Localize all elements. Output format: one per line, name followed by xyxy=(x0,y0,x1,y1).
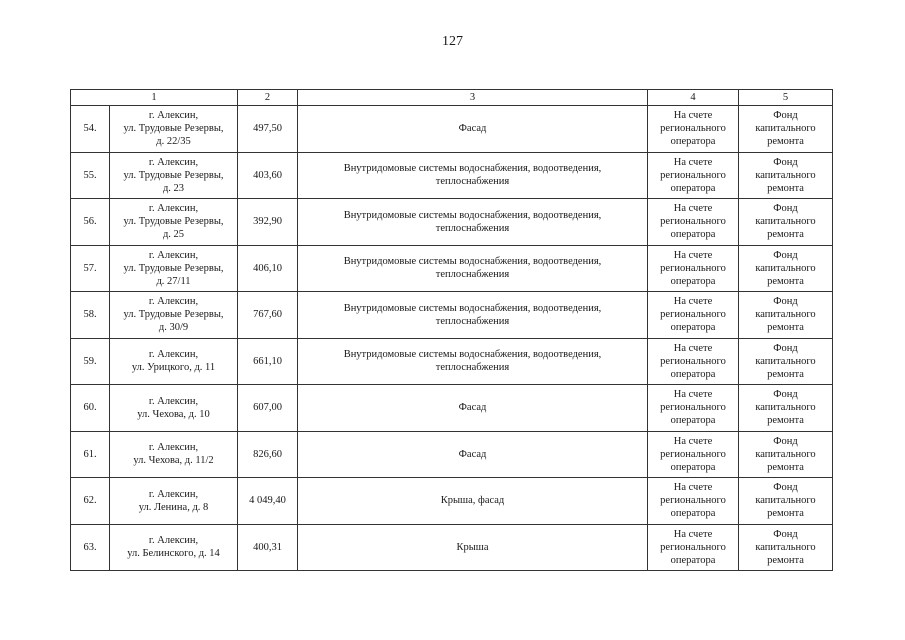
address-cell xyxy=(110,338,238,385)
work-type-cell-line: Внутридомовые системы водоснабжения, водоотведения, xyxy=(343,256,602,268)
area-cell: 767,60 xyxy=(238,292,298,339)
work-type-cell-line: теплоснабжения xyxy=(435,269,510,281)
table-row xyxy=(71,152,833,199)
table-row xyxy=(71,338,833,385)
fund-cell-line: ремонта xyxy=(767,136,804,148)
fund-cell-line: ремонта xyxy=(767,229,804,241)
fund-cell-line: капитального xyxy=(755,123,816,135)
area-cell: 826,60 xyxy=(238,431,298,478)
account-cell-line: оператора xyxy=(670,182,716,194)
fund-cell-line: Фонд xyxy=(773,249,798,261)
row-number: 63. xyxy=(71,524,110,571)
account-cell-line: оператора xyxy=(670,415,716,427)
fund-cell-line: Фонд xyxy=(773,203,798,215)
fund-cell-line: капитального xyxy=(755,169,816,181)
fund-cell-line: капитального xyxy=(755,355,816,367)
area-cell: 497,50 xyxy=(238,106,298,153)
fund-cell-line: Фонд xyxy=(773,389,798,401)
address-cell-line: ул. Трудовые Резервы, xyxy=(123,309,224,321)
account-cell-line: регионального xyxy=(660,123,726,135)
account-cell xyxy=(648,431,739,478)
work-type-cell xyxy=(298,385,648,432)
work-type-cell xyxy=(298,199,648,246)
address-cell-line: д. 22/35 xyxy=(156,136,191,148)
account-cell-line: регионального xyxy=(660,402,726,414)
account-cell xyxy=(648,385,739,432)
work-type-cell-line: Внутридомовые системы водоснабжения, водоотведения, xyxy=(343,163,602,175)
address-cell-line: г. Алексин, xyxy=(148,349,199,361)
account-cell-line: На счете xyxy=(673,389,713,401)
address-cell-line: ул. Урицкого, д. 11 xyxy=(131,362,216,374)
work-type-cell xyxy=(298,478,648,525)
account-cell-line: оператора xyxy=(670,322,716,334)
table-body xyxy=(71,106,833,571)
fund-cell xyxy=(739,478,833,525)
work-type-cell-line: Внутридомовые системы водоснабжения, водоотведения, xyxy=(343,349,602,361)
fund-cell-line: Фонд xyxy=(773,435,798,447)
address-cell-line: г. Алексин, xyxy=(148,442,199,454)
fund-cell xyxy=(739,245,833,292)
address-cell-line: ул. Чехова, д. 11/2 xyxy=(133,455,214,467)
work-type-cell-line: теплоснабжения xyxy=(435,222,510,234)
work-type-cell-line: Фасад xyxy=(458,402,487,414)
header-col-2: 2 xyxy=(238,90,298,106)
address-cell-line: д. 30/9 xyxy=(158,322,189,334)
account-cell-line: На счете xyxy=(673,296,713,308)
address-cell xyxy=(110,524,238,571)
address-cell-line: ул. Белинского, д. 14 xyxy=(127,548,220,560)
address-cell xyxy=(110,385,238,432)
account-cell-line: регионального xyxy=(660,309,726,321)
address-cell xyxy=(110,478,238,525)
account-cell xyxy=(648,478,739,525)
account-cell xyxy=(648,245,739,292)
work-type-cell-line: Крыша xyxy=(456,541,489,553)
address-cell-line: г. Алексин, xyxy=(148,535,199,547)
account-cell-line: регионального xyxy=(660,495,726,507)
fund-cell-line: Фонд xyxy=(773,482,798,494)
fund-cell-line: Фонд xyxy=(773,110,798,122)
fund-cell xyxy=(739,431,833,478)
account-cell xyxy=(648,106,739,153)
fund-cell-line: ремонта xyxy=(767,554,804,566)
address-cell-line: г. Алексин, xyxy=(148,488,199,500)
fund-cell xyxy=(739,338,833,385)
work-type-cell-line: теплоснабжения xyxy=(435,362,510,374)
header-col-1: 1 xyxy=(71,90,238,106)
work-type-cell-line: теплоснабжения xyxy=(435,315,510,327)
area-cell: 400,31 xyxy=(238,524,298,571)
table-row xyxy=(71,106,833,153)
work-type-cell-line: Внутридомовые системы водоснабжения, водоотведения, xyxy=(343,302,602,314)
table-row xyxy=(71,292,833,339)
fund-cell-line: капитального xyxy=(755,448,816,460)
table-row xyxy=(71,199,833,246)
account-cell-line: регионального xyxy=(660,355,726,367)
row-number: 58. xyxy=(71,292,110,339)
work-type-cell-line: Внутридомовые системы водоснабжения, водоотведения, xyxy=(343,209,602,221)
repair-table xyxy=(70,89,833,571)
work-type-cell-line: Фасад xyxy=(458,123,487,135)
fund-cell xyxy=(739,385,833,432)
row-number: 57. xyxy=(71,245,110,292)
account-cell-line: оператора xyxy=(670,229,716,241)
fund-cell-line: Фонд xyxy=(773,156,798,168)
account-cell xyxy=(648,338,739,385)
account-cell-line: На счете xyxy=(673,249,713,261)
account-cell-line: регионального xyxy=(660,448,726,460)
work-type-cell xyxy=(298,524,648,571)
work-type-cell-line: Крыша, фасад xyxy=(440,495,505,507)
header-row xyxy=(71,90,833,106)
address-cell-line: ул. Чехова, д. 10 xyxy=(137,408,210,420)
fund-cell xyxy=(739,292,833,339)
account-cell-line: оператора xyxy=(670,554,716,566)
fund-cell-line: ремонта xyxy=(767,368,804,380)
row-number: 61. xyxy=(71,431,110,478)
fund-cell-line: капитального xyxy=(755,216,816,228)
account-cell-line: регионального xyxy=(660,541,726,553)
address-cell-line: г. Алексин, xyxy=(148,249,199,261)
work-type-cell-line: Фасад xyxy=(458,448,487,460)
address-cell xyxy=(110,292,238,339)
fund-cell-line: капитального xyxy=(755,262,816,274)
account-cell-line: На счете xyxy=(673,342,713,354)
table-row xyxy=(71,524,833,571)
work-type-cell xyxy=(298,106,648,153)
address-cell-line: ул. Трудовые Резервы, xyxy=(123,216,224,228)
fund-cell xyxy=(739,524,833,571)
account-cell-line: оператора xyxy=(670,368,716,380)
account-cell-line: оператора xyxy=(670,461,716,473)
work-type-cell xyxy=(298,431,648,478)
fund-cell xyxy=(739,152,833,199)
fund-cell xyxy=(739,199,833,246)
address-cell-line: д. 23 xyxy=(162,182,185,194)
address-cell-line: г. Алексин, xyxy=(148,296,199,308)
fund-cell-line: Фонд xyxy=(773,528,798,540)
row-number: 62. xyxy=(71,478,110,525)
area-cell: 4 049,40 xyxy=(238,478,298,525)
fund-cell-line: ремонта xyxy=(767,322,804,334)
account-cell-line: На счете xyxy=(673,203,713,215)
account-cell xyxy=(648,152,739,199)
account-cell-line: регионального xyxy=(660,262,726,274)
address-cell xyxy=(110,245,238,292)
fund-cell-line: капитального xyxy=(755,402,816,414)
area-cell: 406,10 xyxy=(238,245,298,292)
work-type-cell xyxy=(298,152,648,199)
address-cell-line: ул. Трудовые Резервы, xyxy=(123,169,224,181)
fund-cell-line: капитального xyxy=(755,541,816,553)
account-cell-line: регионального xyxy=(660,216,726,228)
fund-cell-line: ремонта xyxy=(767,461,804,473)
address-cell-line: ул. Трудовые Резервы, xyxy=(123,123,224,135)
row-number: 56. xyxy=(71,199,110,246)
fund-cell-line: капитального xyxy=(755,495,816,507)
account-cell-line: На счете xyxy=(673,435,713,447)
area-cell: 661,10 xyxy=(238,338,298,385)
table-row xyxy=(71,385,833,432)
address-cell xyxy=(110,199,238,246)
fund-cell-line: ремонта xyxy=(767,508,804,520)
fund-cell-line: ремонта xyxy=(767,415,804,427)
header-col-5: 5 xyxy=(739,90,833,106)
work-type-cell xyxy=(298,245,648,292)
account-cell-line: оператора xyxy=(670,136,716,148)
account-cell-line: На счете xyxy=(673,528,713,540)
fund-cell-line: капитального xyxy=(755,309,816,321)
fund-cell-line: Фонд xyxy=(773,296,798,308)
address-cell-line: г. Алексин, xyxy=(148,110,199,122)
account-cell-line: оператора xyxy=(670,508,716,520)
fund-cell-line: Фонд xyxy=(773,342,798,354)
address-cell-line: д. 25 xyxy=(162,229,185,241)
row-number: 54. xyxy=(71,106,110,153)
row-number: 60. xyxy=(71,385,110,432)
address-cell xyxy=(110,106,238,153)
account-cell xyxy=(648,524,739,571)
work-type-cell-line: теплоснабжения xyxy=(435,176,510,188)
account-cell-line: На счете xyxy=(673,110,713,122)
account-cell xyxy=(648,199,739,246)
work-type-cell xyxy=(298,292,648,339)
address-cell xyxy=(110,152,238,199)
area-cell: 403,60 xyxy=(238,152,298,199)
area-cell: 392,90 xyxy=(238,199,298,246)
account-cell xyxy=(648,292,739,339)
account-cell-line: регионального xyxy=(660,169,726,181)
fund-cell xyxy=(739,106,833,153)
account-cell-line: На счете xyxy=(673,156,713,168)
account-cell-line: На счете xyxy=(673,482,713,494)
fund-cell-line: ремонта xyxy=(767,182,804,194)
address-cell xyxy=(110,431,238,478)
address-cell-line: д. 27/11 xyxy=(156,275,191,287)
address-cell-line: г. Алексин, xyxy=(148,203,199,215)
address-cell-line: ул. Ленина, д. 8 xyxy=(138,501,209,513)
table-row xyxy=(71,478,833,525)
address-cell-line: г. Алексин, xyxy=(148,395,199,407)
table-row xyxy=(71,431,833,478)
row-number: 55. xyxy=(71,152,110,199)
account-cell-line: оператора xyxy=(670,275,716,287)
address-cell-line: г. Алексин, xyxy=(148,156,199,168)
address-cell-line: ул. Трудовые Резервы, xyxy=(123,262,224,274)
page-number: 127 xyxy=(442,34,463,49)
header-col-3: 3 xyxy=(298,90,648,106)
header-col-4: 4 xyxy=(648,90,739,106)
fund-cell-line: ремонта xyxy=(767,275,804,287)
row-number: 59. xyxy=(71,338,110,385)
area-cell: 607,00 xyxy=(238,385,298,432)
table-row xyxy=(71,245,833,292)
work-type-cell xyxy=(298,338,648,385)
